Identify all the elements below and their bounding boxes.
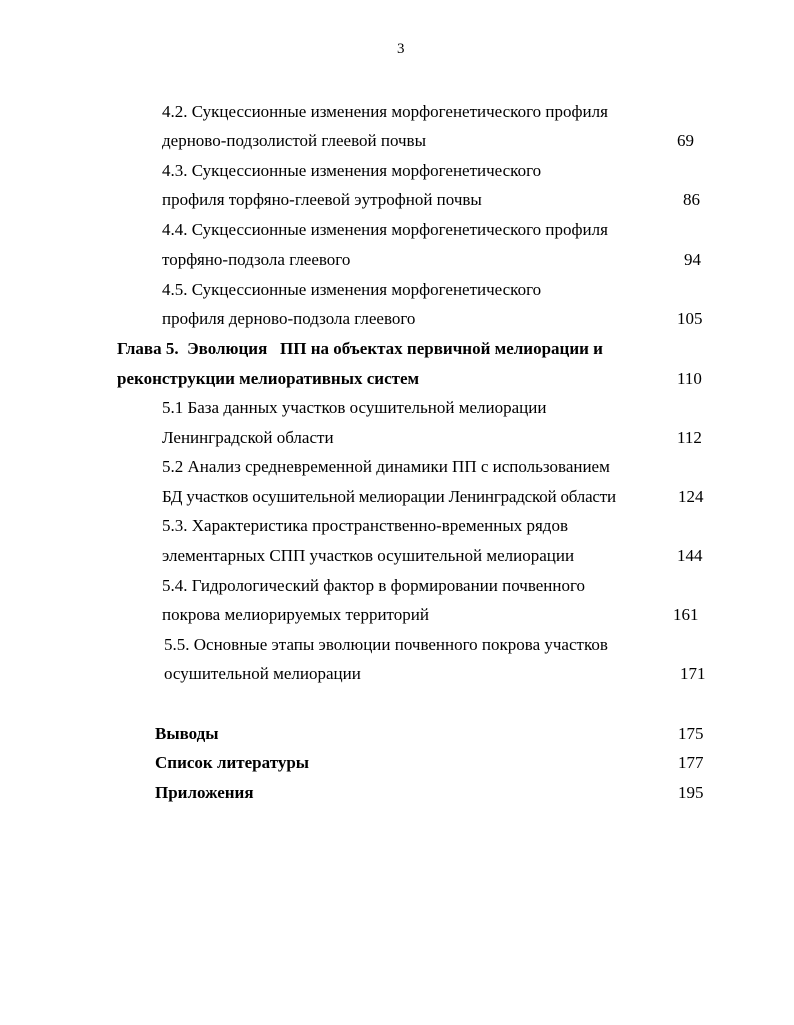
toc-conclusions-title: Выводы [155, 724, 219, 743]
toc-appendices-title: Приложения [155, 783, 254, 802]
toc-entry-title-line-2: торфяно-подзола глеевого [162, 250, 351, 269]
toc-entry-page: 175 [678, 724, 704, 743]
toc-entry-title-line-1: 5.3. Характеристика пространственно-временных рядов [162, 516, 568, 535]
toc-entry-page: 86 [683, 190, 700, 209]
toc-entry-title-line-2: БД участков осушительной мелиорации Ленинградской области [162, 487, 616, 506]
toc-entry-title-line-1: 5.1 База данных участков осушительной мелиорации [162, 398, 547, 417]
toc-entry-title-line-2: профиля торфяно-глеевой эутрофной почвы [162, 190, 482, 209]
toc-entry-page: 171 [680, 664, 706, 683]
toc-entry-page: 177 [678, 753, 704, 772]
toc-entry-title-line-1: 4.3. Сукцессионные изменения морфогенетического [162, 161, 542, 180]
toc-entry-page: 144 [677, 546, 703, 565]
toc-entry-title-line-1: 5.5. Основные этапы эволюции почвенного покрова участков [164, 635, 608, 654]
toc-entry-page: 110 [677, 369, 702, 388]
page-number: 3 [397, 41, 405, 57]
toc-entry-title-line-2: элементарных СПП участков осушительной мелиорации [162, 546, 575, 565]
toc-references-title: Список литературы [155, 753, 310, 772]
toc-entry-title-line-2: Ленинградской области [162, 428, 334, 447]
toc-entry-title-line-2: дерново-подзолистой глеевой почвы [162, 131, 426, 150]
toc-entry-page: 94 [684, 250, 701, 269]
toc-chapter-title-line-1: Глава 5. Эволюция ПП на объектах первичной мелиорации и [117, 339, 603, 358]
toc-entry-title-line-2: осушительной мелиорации [164, 664, 361, 683]
toc-chapter-title-line-2: реконструкции мелиоративных систем [117, 369, 420, 388]
toc-entry-page: 124 [678, 487, 704, 506]
toc-entry-title-line-1: 4.2. Сукцессионные изменения морфогенетического профиля [162, 102, 608, 121]
toc-entry-page: 112 [677, 428, 702, 447]
toc-entry-title-line-2: покрова мелиорируемых территорий [162, 605, 429, 624]
toc-entry-title-line-1: 4.4. Сукцессионные изменения морфогенетического профиля [162, 220, 608, 239]
toc-entry-title-line-1: 5.2 Анализ средневременной динамики ПП с использованием [162, 457, 610, 476]
toc-entry-page: 69 [677, 131, 694, 150]
toc-entry-page: 105 [677, 309, 703, 328]
toc-entry-page: 161 [673, 605, 699, 624]
toc-entry-title-line-1: 5.4. Гидрологический фактор в формировании почвенного [162, 576, 586, 595]
toc-entry-title-line-1: 4.5. Сукцессионные изменения морфогенетического [162, 280, 542, 299]
toc-entry-title-line-2: профиля дерново-подзола глеевого [162, 309, 416, 328]
toc-entry-page: 195 [678, 783, 704, 802]
